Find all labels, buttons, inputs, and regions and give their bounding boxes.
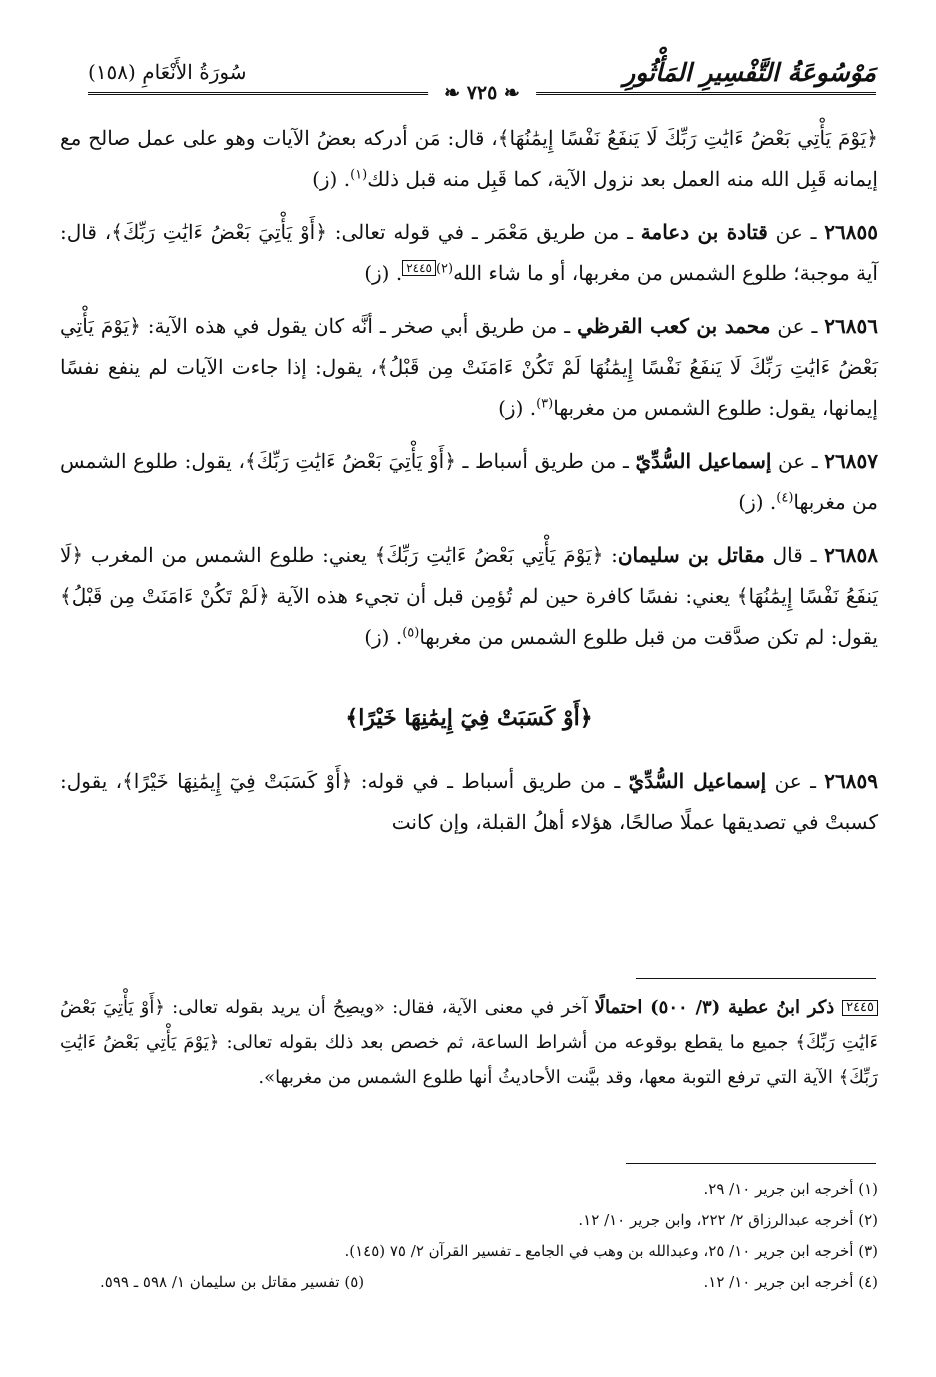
narration-number: ٢٦٨٥٧ <box>824 449 878 473</box>
paragraph-lead: ـ قال <box>764 543 825 567</box>
paragraph-tail: . (ز) <box>498 396 537 420</box>
paragraph-lead: ـ عن <box>771 449 825 473</box>
note-box-ref: ٢٤٤٥ <box>402 260 436 276</box>
note-text: الآية التي ترفع التوبة معها، وقد بيَّنت الأحاديثُ أنها طلوع الشمس من مغربها». <box>258 1067 839 1088</box>
footnotes <box>60 1174 878 1298</box>
quran-quote: ﴿أَوْ كَسَبَتْ فِيٓ إِيمَٰنِهَا خَيْرًا﴾ <box>122 769 353 793</box>
paragraph-text: ، قال: مَن أدركه بعضُ الآيات وهو على عمل صالح مع إيمانه قَبِل الله منه العمل بعد نزول الآية، كما قَبِل منه قبل ذلك <box>60 126 878 191</box>
surah-reference: سُورَةُ الأَنْعَامِ (١٥٨) <box>88 60 247 84</box>
quran-quote: ﴿لَمْ تَكُنْ ءَامَنَتْ مِن قَبْلُ﴾ <box>60 584 270 608</box>
paragraph-text: ـ من طريق أسباط ـ <box>455 449 636 473</box>
main-text <box>60 118 878 855</box>
quran-quote: ﴿أَوْ يَأْتِيَ بَعْضُ ءَايَٰتِ رَبِّكَ﴾ <box>244 449 456 473</box>
paragraph-lead: ـ عن <box>766 769 825 793</box>
paragraph-text: ، قال: آية موجبة؛ طلوع الشمس من مغربها، أو ما شاء الله <box>60 220 878 285</box>
paragraph-26856 <box>60 306 878 429</box>
page-header <box>88 52 876 104</box>
scholar-note <box>60 990 878 1095</box>
paragraph-text: ـ من طريق أسباط ـ في قوله: <box>352 769 629 793</box>
narration-number: ٢٦٨٥٨ <box>824 543 878 567</box>
book-title: مَوْسُوعَةُ التَّفْسِيرِ المَأْثُورِ <box>623 58 876 87</box>
footnote-ref: (٤) <box>776 490 794 506</box>
narrator-name: إسماعيل السُّدِّيّ <box>635 449 772 473</box>
footnote-3: (٣) أخرجه ابن جرير ١٠/ ٢٥، وعبدالله بن وهب في الجامع ـ تفسير القرآن ٢/ ٧٥ (١٤٥). <box>344 1242 878 1260</box>
paragraph-text: يقول: لم تكن صدَّقت من قبل طلوع الشمس من مغربها <box>419 625 878 649</box>
paragraph-text: : <box>603 543 618 567</box>
paragraph-lead: ـ عن <box>770 314 825 338</box>
footnote-row <box>60 1267 878 1298</box>
footnote-4: (٤) أخرجه ابن جرير ١٠/ ١٢. <box>703 1273 878 1291</box>
paragraph-1 <box>60 118 878 200</box>
paragraph-text: يعني: نفسًا كافرة حين لم تُؤمِن قبل أن تجيء هذه الآية <box>269 584 737 608</box>
narrator-name: إسماعيل السُّدِّيّ <box>628 769 767 793</box>
footnote-ref: (١) <box>350 167 368 183</box>
narration-number: ٢٦٨٥٦ <box>824 314 878 338</box>
note-bold-lead: ذكر ابنُ عطية (٣/ ٥٠٠) احتمالًا <box>594 997 843 1018</box>
footnote-2: (٢) أخرجه عبدالرزاق ٢/ ٢٢٢، وابن جرير ١٠/ ١٢. <box>578 1211 878 1229</box>
footnote-ref: (٥) <box>402 625 420 641</box>
page-number-value: ٧٢٥ <box>466 82 498 104</box>
paragraph-lead: ـ عن <box>767 220 825 244</box>
footnote-ref: (٣) <box>536 396 554 412</box>
note-box-label: ٢٤٤٥ <box>842 1000 878 1016</box>
paragraph-26857 <box>60 441 878 523</box>
footnote-1: (١) أخرجه ابن جرير ١٠/ ٢٩. <box>703 1180 878 1198</box>
narrator-name: محمد بن كعب القرظي <box>577 314 771 338</box>
paragraph-text: ، يقول: طلوع الشمس من مغربها <box>60 449 878 514</box>
quran-quote: ﴿يَوْمَ يَأْتِي بَعْضُ ءَايَٰتِ رَبِّكَ لَا يَنفَعُ نَفْسًا إِيمَٰنُهَا لَمْ تَكُنْ ءَامَنَتْ مِن قَبْلُ﴾ <box>60 314 878 379</box>
narrator-name: قتادة بن دعامة <box>640 220 768 244</box>
paragraph-tail: . (ز) <box>738 490 777 514</box>
note-separator <box>636 978 876 979</box>
paragraph-text: يعني: طلوع الشمس من المغرب <box>83 543 375 567</box>
footnote-separator <box>626 1163 876 1164</box>
quran-quote: ﴿أَوْ يَأْتِيَ بَعْضُ ءَايَٰتِ رَبِّكَ﴾ <box>60 997 878 1053</box>
paragraph-tail: . (ز) <box>312 167 351 191</box>
paragraph-text: ، يقول: إذا جاءت الآيات لم ينفع نفسًا إيمانها، يقول: طلوع الشمس من مغربها <box>60 355 878 420</box>
quran-quote: ﴿لَا يَنفَعُ نَفْسًا إِيمَٰنُهَا﴾ <box>60 543 878 608</box>
footnote-5: (٥) تفسير مقاتل بن سليمان ١/ ٥٩٨ ـ ٥٩٩. <box>100 1273 365 1291</box>
paragraph-text: ـ من طريق مَعْمَر ـ في قوله تعالى: <box>326 220 641 244</box>
paragraph-tail: . (ز) <box>364 625 403 649</box>
quran-quote: ﴿يَوْمَ يَأْتِي بَعْضُ ءَايَٰتِ رَبِّكَ﴾ <box>374 543 604 567</box>
narration-number: ٢٦٨٥٩ <box>824 769 878 793</box>
narration-number: ٢٦٨٥٥ <box>824 220 878 244</box>
note-text: آخر في معنى الآية، فقال: «ويصِحُ أن يريد بقوله تعالى: <box>164 997 595 1018</box>
note-text: جميع ما يقطع بوقوعه من أشراط الساعة، ثم خصص بعد ذلك بقوله تعالى: <box>219 1032 796 1053</box>
section-heading-quote: ﴿أَوْ كَسَبَتْ فِيٓ إِيمَٰنِهَا خَيْرًا﴾ <box>345 705 593 731</box>
paragraph-26855 <box>60 212 878 294</box>
paragraph-26858 <box>60 535 878 658</box>
quran-quote: ﴿أَوْ يَأْتِيَ بَعْضُ ءَايَٰتِ رَبِّكَ﴾ <box>111 220 327 244</box>
paragraph-26859 <box>60 761 878 843</box>
footnote-ref: (٢) <box>435 261 454 277</box>
quran-quote: ﴿يَوْمَ يَأْتِي بَعْضُ ءَايَٰتِ رَبِّكَ﴾ <box>60 1032 878 1088</box>
paragraph-tail: . (ز) <box>364 261 403 285</box>
page-number: ❧ ٧٢٥ ❧ <box>428 82 536 104</box>
paragraph-text: ـ من طريق أبي صخر ـ أنَّه كان يقول في هذه الآية: <box>140 314 578 338</box>
quran-quote: ﴿يَوْمَ يَأْتِي بَعْضُ ءَايَٰتِ رَبِّكَ لَا يَنفَعُ نَفْسًا إِيمَٰنُهَا﴾ <box>497 126 879 150</box>
paragraph-text: ، يقول: كسبتْ في تصديقها عملًا صالحًا، هؤلاء أهلُ القبلة، وإن كانت <box>60 769 878 834</box>
narrator-name: مقاتل بن سليمان <box>617 543 765 567</box>
